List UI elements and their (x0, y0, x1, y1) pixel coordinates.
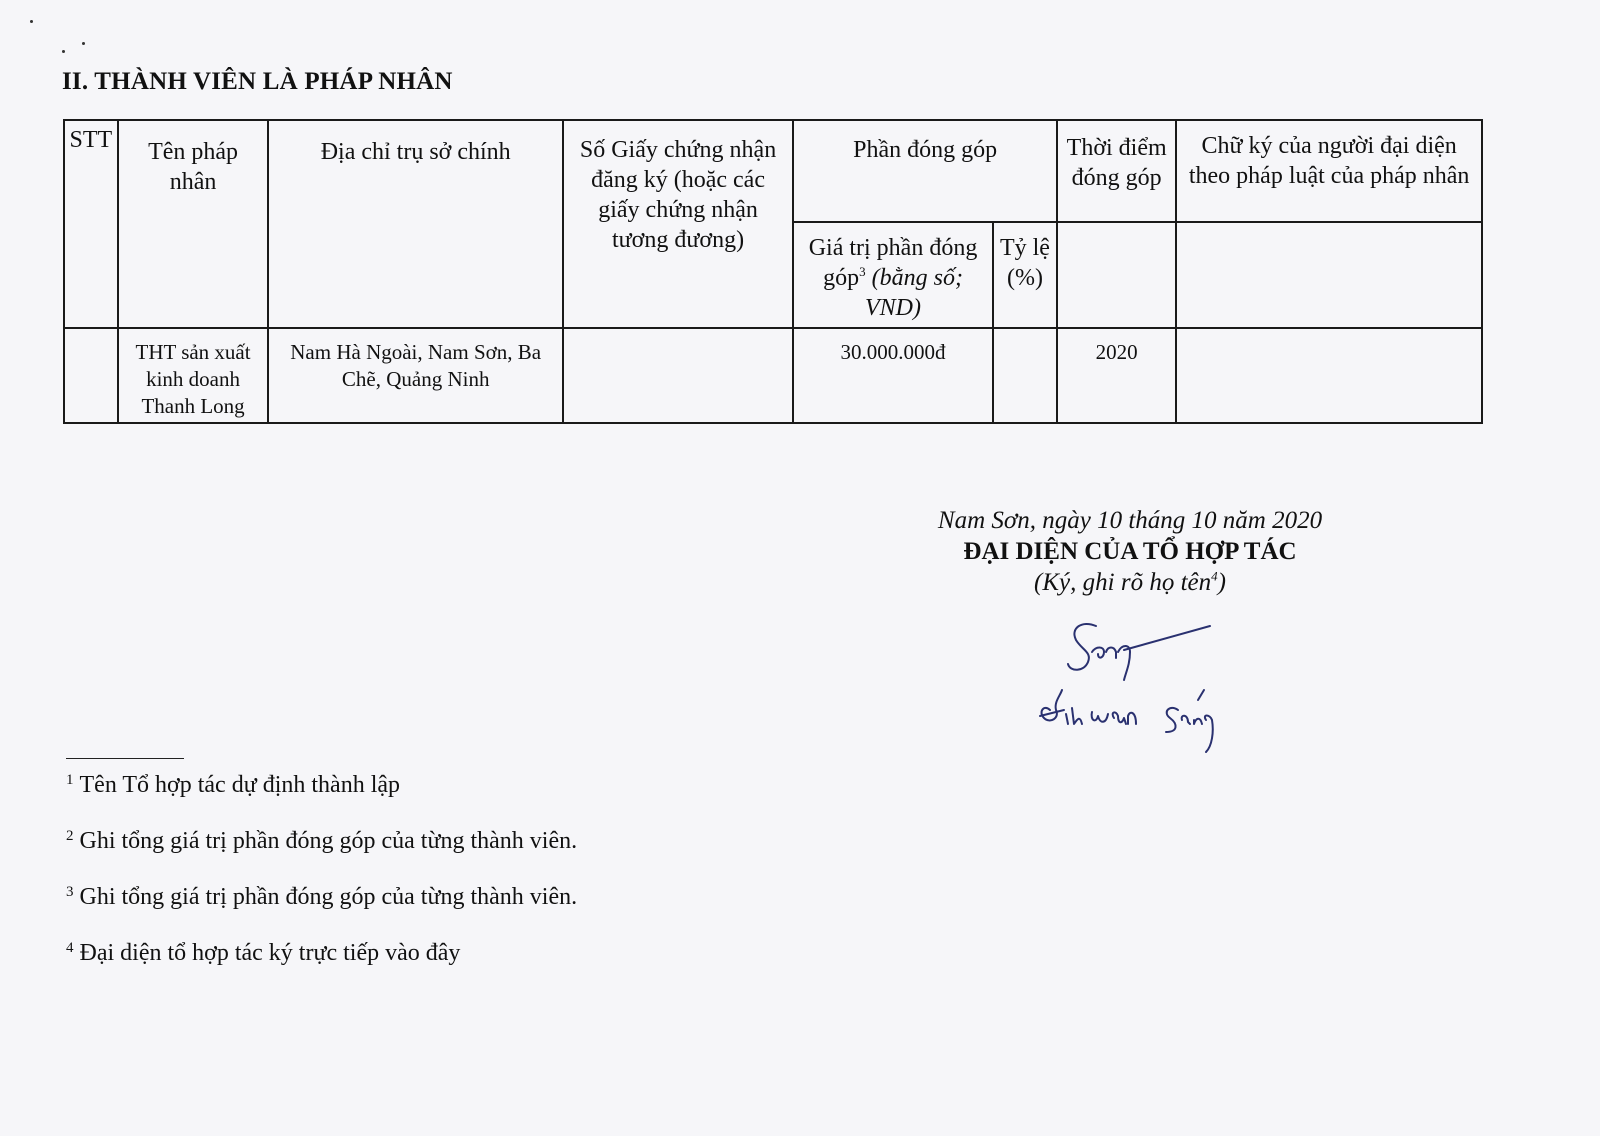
cell-address: Nam Hà Ngoài, Nam Sơn, Ba Chẽ, Quảng Ninh (268, 328, 562, 423)
signature-instruction (880, 567, 1380, 598)
header-contribution-value (793, 222, 993, 328)
section-title: II. THÀNH VIÊN LÀ PHÁP NHÂN (62, 68, 453, 95)
value-footnote-ref: 3 (859, 264, 866, 279)
header-contribution: Phần đóng góp (793, 120, 1057, 222)
signature-instruction-text: (Ký, ghi rõ họ tên (1034, 569, 1212, 596)
scan-speck (30, 20, 33, 23)
signature-instruction-close: ) (1217, 569, 1226, 596)
header-certificate: Số Giấy chứng nhận đăng ký (hoặc các giấy chứng nhận tương đương) (563, 120, 793, 328)
scan-speck (62, 50, 65, 53)
cell-time: 2020 (1057, 328, 1176, 423)
cell-stt (64, 328, 118, 423)
footnote-text: Đại diện tổ hợp tác ký trực tiếp vào đây (79, 940, 461, 966)
subheader-blank-signature (1176, 222, 1482, 328)
value-label: Giá trị phần đóng góp (808, 235, 978, 291)
footnote-divider (66, 758, 184, 759)
header-contribution-time: Thời điểm đóng góp (1057, 120, 1176, 222)
handwritten-signature (1030, 620, 1260, 770)
footnote-number: 1 (66, 772, 74, 788)
signature-block (880, 505, 1380, 598)
cell-value: 30.000.000đ (793, 328, 993, 423)
signer-title: ĐẠI DIỆN CỦA TỔ HỢP TÁC (963, 538, 1297, 565)
footnote-number: 4 (66, 940, 74, 956)
footnote-4 (66, 940, 460, 967)
footnote-number: 2 (66, 828, 74, 844)
footnote-text: Tên Tổ hợp tác dự định thành lập (79, 772, 401, 798)
footnote-2 (66, 828, 577, 855)
footnote-3 (66, 884, 577, 911)
cell-certificate (563, 328, 793, 423)
header-contribution-ratio: Tỷ lệ (%) (993, 222, 1057, 328)
subheader-blank-time (1057, 222, 1176, 328)
footnote-1 (66, 772, 400, 799)
header-stt: STT (64, 120, 118, 328)
cell-entity-name: THT sản xuất kinh doanh Thanh Long (118, 328, 269, 423)
header-entity-name: Tên pháp nhân (118, 120, 269, 328)
table-header-row (64, 120, 1482, 222)
scan-speck (82, 42, 85, 45)
footnote-number: 3 (66, 884, 74, 900)
place-and-date: Nam Sơn, ngày 10 tháng 10 năm 2020 (937, 507, 1323, 534)
header-address: Địa chỉ trụ sở chính (268, 120, 562, 328)
footnote-text: Ghi tổng giá trị phần đóng góp của từng thành viên. (79, 828, 578, 854)
footnote-text: Ghi tổng giá trị phần đóng góp của từng thành viên. (79, 884, 578, 910)
legal-entity-members-table (63, 119, 1483, 424)
signature-footnote-ref: 4 (1211, 568, 1218, 584)
table-row (64, 328, 1482, 423)
cell-ratio (993, 328, 1057, 423)
value-unit: (bằng số; VND) (865, 265, 963, 321)
cell-signature (1176, 328, 1482, 423)
header-signature: Chữ ký của người đại diện theo pháp luật của pháp nhân (1176, 120, 1482, 222)
